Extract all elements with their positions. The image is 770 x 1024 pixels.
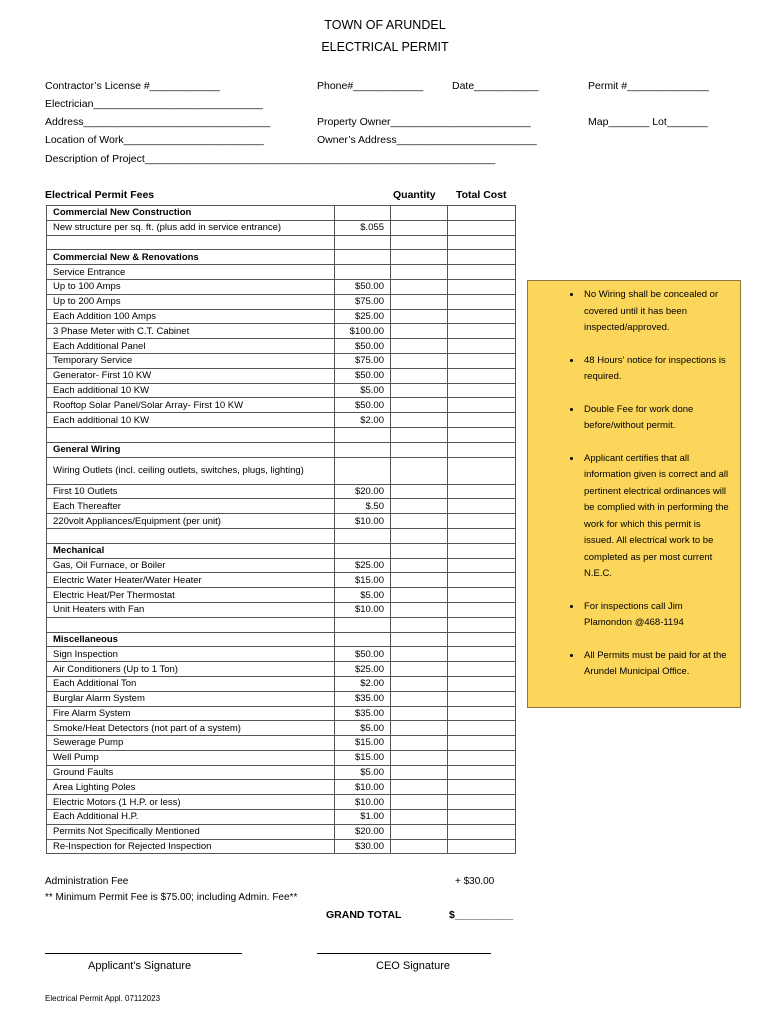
description-field[interactable]: Description of Project____________________________________________________________: [45, 153, 496, 165]
fee-row: [47, 499, 516, 514]
fee-price: [335, 632, 391, 647]
map-lot-field[interactable]: Map_______ Lot_______: [588, 116, 708, 128]
fee-row: [47, 558, 516, 573]
total-cost-cell[interactable]: [448, 588, 516, 603]
fee-section-row: [47, 206, 516, 221]
total-cost-cell[interactable]: [448, 220, 516, 235]
total-cost-cell[interactable]: [448, 839, 516, 854]
fee-row: [47, 588, 516, 603]
quantity-cell[interactable]: [391, 750, 448, 765]
fee-price: [335, 235, 391, 250]
total-cost-cell[interactable]: [448, 383, 516, 398]
fee-price: $5.00: [335, 721, 391, 736]
fee-row: [47, 398, 516, 413]
quantity-cell[interactable]: [391, 780, 448, 795]
quantity-cell[interactable]: [391, 206, 448, 221]
fee-description: Electric Motors (1 H.P. or less): [47, 795, 335, 810]
quantity-cell[interactable]: [391, 514, 448, 529]
fee-description: [47, 617, 335, 632]
quantity-cell[interactable]: [391, 353, 448, 368]
electrician-field[interactable]: Electrician_____________________________: [45, 98, 263, 110]
total-cost-cell[interactable]: [448, 324, 516, 339]
fee-description: Each additional 10 KW: [47, 413, 335, 428]
fee-row: [47, 573, 516, 588]
fee-description: Each Addition 100 Amps: [47, 309, 335, 324]
fee-price: $50.00: [335, 398, 391, 413]
total-cost-cell[interactable]: [448, 632, 516, 647]
fee-row: [47, 602, 516, 617]
fee-price: [335, 427, 391, 442]
fee-description: Each Additional Panel: [47, 339, 335, 354]
page-subtitle: ELECTRICAL PERMIT: [321, 40, 449, 54]
address-field[interactable]: Address________________________________: [45, 116, 271, 128]
fee-price: $10.00: [335, 602, 391, 617]
fee-description: Each additional 10 KW: [47, 383, 335, 398]
fee-row: [47, 810, 516, 825]
total-cost-cell[interactable]: [448, 294, 516, 309]
quantity-cell[interactable]: [391, 442, 448, 457]
quantity-cell[interactable]: [391, 765, 448, 780]
applicant-signature-line[interactable]: [45, 953, 242, 954]
total-cost-cell[interactable]: [448, 810, 516, 825]
quantity-cell[interactable]: [391, 602, 448, 617]
fee-row: [47, 353, 516, 368]
total-cost-cell[interactable]: [448, 427, 516, 442]
quantity-cell[interactable]: [391, 647, 448, 662]
quantity-cell[interactable]: [391, 691, 448, 706]
fee-row: [47, 220, 516, 235]
grand-total-label: GRAND TOTAL: [326, 909, 402, 921]
quantity-cell[interactable]: [391, 235, 448, 250]
total-cost-cell[interactable]: [448, 250, 516, 265]
note-item: • 48 Hours’ notice for inspections is required.: [582, 353, 732, 386]
quantity-cell[interactable]: [391, 662, 448, 677]
quantity-cell[interactable]: [391, 543, 448, 558]
fee-row: [47, 383, 516, 398]
quantity-cell[interactable]: [391, 427, 448, 442]
quantity-cell[interactable]: [391, 617, 448, 632]
fee-description: Wiring Outlets (incl. ceiling outlets, switches, plugs, lighting): [47, 457, 335, 484]
fee-description: Commercial New Construction: [47, 206, 335, 221]
fee-description: Electric Heat/Per Thermostat: [47, 588, 335, 603]
grand-total-field[interactable]: $__________: [449, 909, 514, 921]
fee-row: [47, 795, 516, 810]
fee-row: [47, 676, 516, 691]
fee-price: $10.00: [335, 795, 391, 810]
fee-price: $15.00: [335, 736, 391, 751]
fee-row: [47, 647, 516, 662]
fee-description: General Wiring: [47, 442, 335, 457]
fee-price: $25.00: [335, 558, 391, 573]
total-cost-cell[interactable]: [448, 265, 516, 280]
page-title: TOWN OF ARUNDEL: [324, 18, 446, 32]
total-cost-cell[interactable]: [448, 795, 516, 810]
fee-description: Well Pump: [47, 750, 335, 765]
fee-row: [47, 279, 516, 294]
fee-price: $35.00: [335, 691, 391, 706]
fee-description: [47, 528, 335, 543]
quantity-cell[interactable]: [391, 265, 448, 280]
fee-description: Smoke/Heat Detectors (not part of a system): [47, 721, 335, 736]
fee-price: $50.00: [335, 339, 391, 354]
fee-section-row: [47, 442, 516, 457]
fee-description: Each Thereafter: [47, 499, 335, 514]
quantity-cell[interactable]: [391, 413, 448, 428]
total-cost-cell[interactable]: [448, 558, 516, 573]
fee-row: [47, 780, 516, 795]
total-cost-cell[interactable]: [448, 691, 516, 706]
total-cost-cell[interactable]: [448, 676, 516, 691]
quantity-cell[interactable]: [391, 795, 448, 810]
fee-description: [47, 427, 335, 442]
total-cost-cell[interactable]: [448, 368, 516, 383]
admin-fee-value: + $30.00: [455, 876, 495, 887]
fee-row: [47, 691, 516, 706]
quantity-cell[interactable]: [391, 810, 448, 825]
fee-description: Electric Water Heater/Water Heater: [47, 573, 335, 588]
fee-row: [47, 839, 516, 854]
fee-row: [47, 824, 516, 839]
fee-description: Unit Heaters with Fan: [47, 602, 335, 617]
property-owner-field[interactable]: Property Owner________________________: [317, 116, 531, 128]
fee-description: 220volt Appliances/Equipment (per unit): [47, 514, 335, 529]
fee-row: [47, 427, 516, 442]
fee-price: $.50: [335, 499, 391, 514]
quantity-cell[interactable]: [391, 824, 448, 839]
total-cost-cell[interactable]: [448, 617, 516, 632]
fee-price: $75.00: [335, 294, 391, 309]
fee-row: [47, 309, 516, 324]
notes-list: [540, 287, 732, 681]
fees-table: [46, 205, 516, 854]
fee-price: $100.00: [335, 324, 391, 339]
quantity-cell[interactable]: [391, 528, 448, 543]
fee-price: $50.00: [335, 647, 391, 662]
total-cost-cell[interactable]: [448, 602, 516, 617]
total-cost-cell[interactable]: [448, 662, 516, 677]
quantity-cell[interactable]: [391, 220, 448, 235]
total-cost-cell[interactable]: [448, 736, 516, 751]
total-cost-cell[interactable]: [448, 398, 516, 413]
fee-row: [47, 294, 516, 309]
minimum-fee-note: ** Minimum Permit Fee is $75.00; including Admin. Fee**: [45, 892, 298, 903]
ceo-signature-line[interactable]: [317, 953, 491, 954]
quantity-cell[interactable]: [391, 309, 448, 324]
total-cost-cell[interactable]: [448, 484, 516, 499]
fee-price: $10.00: [335, 514, 391, 529]
fee-description: 3 Phase Meter with C.T. Cabinet: [47, 324, 335, 339]
form-id: Electrical Permit Appl. 07112023: [45, 994, 161, 1003]
fee-row: [47, 457, 516, 484]
fee-row: [47, 324, 516, 339]
quantity-cell[interactable]: [391, 383, 448, 398]
fee-price: $15.00: [335, 573, 391, 588]
fee-row: [47, 765, 516, 780]
fee-row: [47, 265, 516, 280]
admin-fee-label: Administration Fee: [45, 876, 129, 887]
owners-address-field[interactable]: Owner’s Address________________________: [317, 134, 537, 146]
fee-price: $10.00: [335, 780, 391, 795]
fee-row: [47, 750, 516, 765]
fee-price: $50.00: [335, 368, 391, 383]
total-cost-cell[interactable]: [448, 721, 516, 736]
fee-description: Generator- First 10 KW: [47, 368, 335, 383]
fee-price: $15.00: [335, 750, 391, 765]
note-item: • Double Fee for work done before/without permit.: [582, 402, 732, 435]
fee-description: Each Additional H.P.: [47, 810, 335, 825]
quantity-cell[interactable]: [391, 398, 448, 413]
quantity-cell[interactable]: [391, 250, 448, 265]
fee-description: Service Entrance: [47, 265, 335, 280]
fee-description: [47, 235, 335, 250]
fee-price: $20.00: [335, 484, 391, 499]
fee-row: [47, 514, 516, 529]
fee-row: [47, 339, 516, 354]
total-cost-cell[interactable]: [448, 706, 516, 721]
total-cost-cell[interactable]: [448, 499, 516, 514]
fee-price: $30.00: [335, 839, 391, 854]
fee-price: $5.00: [335, 588, 391, 603]
quantity-cell[interactable]: [391, 368, 448, 383]
fee-description: Gas, Oil Furnace, or Boiler: [47, 558, 335, 573]
fee-row: [47, 736, 516, 751]
fee-description: Commercial New & Renovations: [47, 250, 335, 265]
fee-description: Re-Inspection for Rejected Inspection: [47, 839, 335, 854]
total-cost-cell[interactable]: [448, 309, 516, 324]
quantity-cell[interactable]: [391, 339, 448, 354]
fee-description: Fire Alarm System: [47, 706, 335, 721]
fee-price: $75.00: [335, 353, 391, 368]
total-cost-cell[interactable]: [448, 824, 516, 839]
total-cost-cell[interactable]: [448, 765, 516, 780]
fee-section-row: [47, 250, 516, 265]
applicant-signature-label: Applicant’s Signature: [88, 960, 192, 972]
fee-description: Miscellaneous: [47, 632, 335, 647]
fee-price: $50.00: [335, 279, 391, 294]
fee-row: [47, 413, 516, 428]
fee-price: $2.00: [335, 413, 391, 428]
total-cost-cell[interactable]: [448, 528, 516, 543]
quantity-cell[interactable]: [391, 839, 448, 854]
quantity-cell[interactable]: [391, 457, 448, 484]
total-cost-cell[interactable]: [448, 339, 516, 354]
total-cost-cell[interactable]: [448, 279, 516, 294]
total-cost-cell[interactable]: [448, 353, 516, 368]
quantity-column-header: Quantity: [393, 189, 436, 201]
fee-price: $.055: [335, 220, 391, 235]
fee-price: $5.00: [335, 765, 391, 780]
fees-heading: Electrical Permit Fees: [45, 189, 155, 201]
notes-box: [527, 280, 741, 708]
total-cost-cell[interactable]: [448, 573, 516, 588]
quantity-cell[interactable]: [391, 279, 448, 294]
fee-description: Mechanical: [47, 543, 335, 558]
fee-description: Sign Inspection: [47, 647, 335, 662]
fee-row: [47, 721, 516, 736]
total-cost-cell[interactable]: [448, 780, 516, 795]
fee-price: $1.00: [335, 810, 391, 825]
fee-description: New structure per sq. ft. (plus add in service entrance): [47, 220, 335, 235]
total-cost-cell[interactable]: [448, 514, 516, 529]
total-cost-cell[interactable]: [448, 206, 516, 221]
quantity-cell[interactable]: [391, 676, 448, 691]
fee-price: [335, 457, 391, 484]
note-item: • Applicant certifies that all information given is correct and all pertinent electrical ordinances will be complied with in performing the work for which this permit is issued. All electrical work to be completed as per most current N.E.C.: [582, 451, 732, 583]
fee-description: Up to 200 Amps: [47, 294, 335, 309]
fee-description: Ground Faults: [47, 765, 335, 780]
fee-price: [335, 442, 391, 457]
ceo-signature-label: CEO Signature: [376, 960, 450, 972]
fee-description: Up to 100 Amps: [47, 279, 335, 294]
total-cost-cell[interactable]: [448, 413, 516, 428]
total-cost-cell[interactable]: [448, 235, 516, 250]
quantity-cell[interactable]: [391, 736, 448, 751]
fee-price: $20.00: [335, 824, 391, 839]
fee-description: Area Lighting Poles: [47, 780, 335, 795]
total-cost-cell[interactable]: [448, 543, 516, 558]
fee-description: Air Conditioners (Up to 1 Ton): [47, 662, 335, 677]
fee-row: [47, 662, 516, 677]
contractor-license-field[interactable]: Contractor’s License #____________: [45, 80, 220, 92]
total-cost-cell[interactable]: [448, 750, 516, 765]
fee-price: [335, 265, 391, 280]
note-item: • No Wiring shall be concealed or covered until it has been inspected/approved.: [582, 287, 732, 337]
fee-price: [335, 206, 391, 221]
quantity-cell[interactable]: [391, 573, 448, 588]
fee-price: $2.00: [335, 676, 391, 691]
quantity-cell[interactable]: [391, 721, 448, 736]
fee-row: [47, 368, 516, 383]
fee-description: First 10 Outlets: [47, 484, 335, 499]
fee-section-row: [47, 543, 516, 558]
fee-price: [335, 543, 391, 558]
fee-price: [335, 250, 391, 265]
quantity-cell[interactable]: [391, 294, 448, 309]
fee-row: [47, 528, 516, 543]
quantity-cell[interactable]: [391, 324, 448, 339]
quantity-cell[interactable]: [391, 632, 448, 647]
fee-price: [335, 617, 391, 632]
quantity-cell[interactable]: [391, 558, 448, 573]
total-cost-cell[interactable]: [448, 647, 516, 662]
date-field[interactable]: Date___________: [452, 80, 539, 92]
fee-description: Each Additional Ton: [47, 676, 335, 691]
total-cost-cell[interactable]: [448, 442, 516, 457]
quantity-cell[interactable]: [391, 706, 448, 721]
fee-row: [47, 706, 516, 721]
fee-price: $5.00: [335, 383, 391, 398]
fee-price: $35.00: [335, 706, 391, 721]
phone-field[interactable]: Phone#____________: [317, 80, 424, 92]
quantity-cell[interactable]: [391, 499, 448, 514]
fee-row: [47, 617, 516, 632]
permit-number-field[interactable]: Permit #______________: [588, 80, 709, 92]
quantity-cell[interactable]: [391, 588, 448, 603]
note-item: • All Permits must be paid for at the Arundel Municipal Office.: [582, 648, 732, 681]
quantity-cell[interactable]: [391, 484, 448, 499]
fee-description: Burglar Alarm System: [47, 691, 335, 706]
fee-description: Rooftop Solar Panel/Solar Array- First 10 KW: [47, 398, 335, 413]
location-of-work-field[interactable]: Location of Work________________________: [45, 134, 264, 146]
fee-price: $25.00: [335, 662, 391, 677]
note-item: • For inspections call Jim Plamondon @468-1194: [582, 599, 732, 632]
fee-row: [47, 235, 516, 250]
fee-row: [47, 484, 516, 499]
fee-price: $25.00: [335, 309, 391, 324]
total-cost-column-header: Total Cost: [456, 189, 507, 201]
fee-section-row: [47, 632, 516, 647]
fee-price: [335, 528, 391, 543]
fee-description: Sewerage Pump: [47, 736, 335, 751]
total-cost-cell[interactable]: [448, 457, 516, 484]
fee-description: Permits Not Specifically Mentioned: [47, 824, 335, 839]
fee-description: Temporary Service: [47, 353, 335, 368]
